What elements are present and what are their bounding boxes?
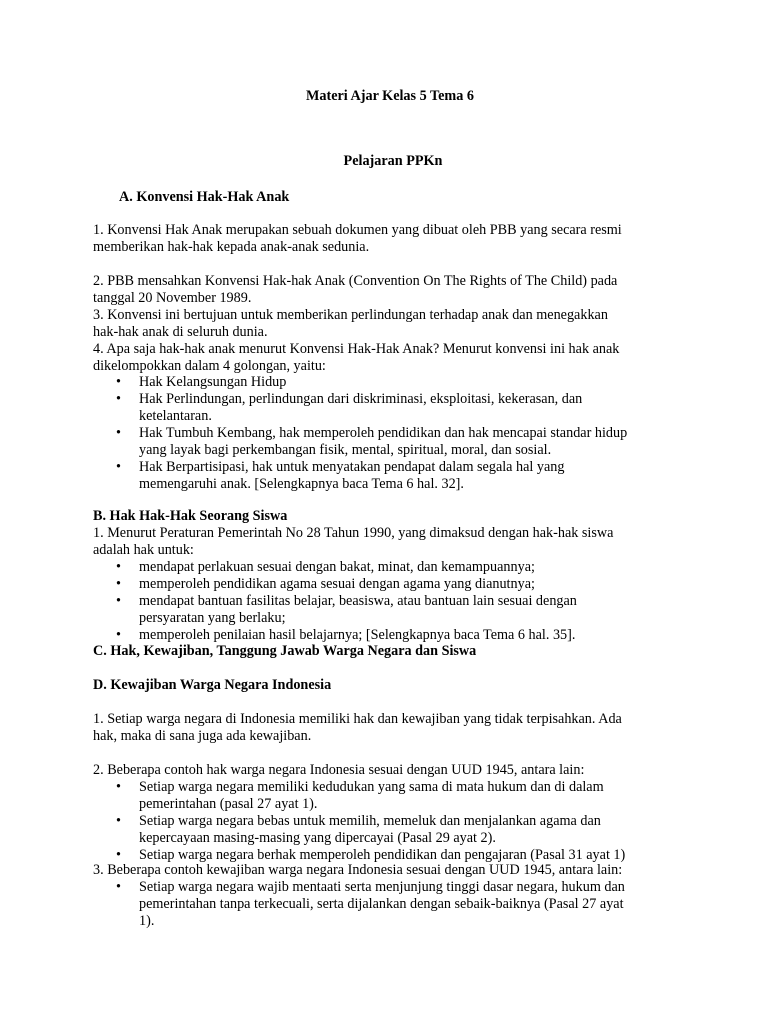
section-a-paragraph-2 [93, 273, 693, 375]
section-b-rights-list [116, 559, 686, 644]
section-b-heading: B. Hak Hak-Hak Seorang Siswa [93, 508, 288, 524]
text-line: 1. Setiap warga negara di Indonesia memiliki hak dan kewajiban yang tidak terpisahkan. Ada [93, 711, 622, 727]
section-a-rights-list [116, 374, 686, 493]
text-line: hak-hak anak di seluruh dunia. [93, 324, 268, 340]
document-title: Materi Ajar Kelas 5 Tema 6 [306, 88, 474, 104]
list-item: • memperoleh pendidikan agama sesuai dengan agama yang dianutnya; [116, 576, 686, 593]
section-d-paragraph-2: 2. Beberapa contoh hak warga negara Indonesia sesuai dengan UUD 1945, antara lain: [93, 762, 585, 778]
section-c-heading: C. Hak, Kewajiban, Tanggung Jawab Warga Negara dan Siswa [93, 643, 477, 659]
list-item: • Setiap warga negara memiliki kedudukan yang sama di mata hukum dan di dalam pemerintahan (pasal 27 ayat 1). [116, 779, 686, 813]
text-line: hak, maka di sana juga ada kewajiban. [93, 728, 312, 744]
list-item: • Hak Perlindungan, perlindungan dari diskriminasi, eksploitasi, kekerasan, dan ketelantaran. [116, 391, 686, 425]
text-line: 3. Konvensi ini bertujuan untuk memberikan perlindungan terhadap anak dan menegakkan [93, 307, 608, 323]
list-item: • Setiap warga negara berhak memperoleh pendidikan dan pengajaran (Pasal 31 ayat 1) [116, 847, 686, 864]
document-subtitle: Pelajaran PPKn [343, 153, 443, 169]
text-line: 4. Apa saja hak-hak anak menurut Konvensi Hak-Hak Anak? Menurut konvensi ini hak anak [93, 341, 620, 357]
section-d-rights-list [116, 779, 686, 864]
text-line: 1. Konvensi Hak Anak merupakan sebuah dokumen yang dibuat oleh PBB yang secara resmi [93, 222, 622, 238]
list-item: • Setiap warga negara bebas untuk memilih, memeluk dan menjalankan agama dan kepercayaan masing-masing yang dipercayai (Pasal 29 ayat 2). [116, 813, 686, 847]
section-a-paragraph-1 [93, 222, 693, 256]
list-item: • Hak Berpartisipasi, hak untuk menyatakan pendapat dalam segala hal yang memengaruhi anak. [Selengkapnya baca Tema 6 hal. 32]. [116, 459, 686, 493]
section-d-obligations-list [116, 879, 686, 930]
text-line: 2. PBB mensahkan Konvensi Hak-hak Anak (Convention On The Rights of The Child) pada [93, 273, 618, 289]
text-line: tanggal 20 November 1989. [93, 290, 252, 306]
section-d-paragraph-3: 3. Beberapa contoh kewajiban warga negara Indonesia sesuai dengan UUD 1945, antara lain: [93, 862, 623, 878]
list-item: • mendapat bantuan fasilitas belajar, beasiswa, atau bantuan lain sesuai dengan persyaratan yang berlaku; [116, 593, 686, 627]
text-line: memberikan hak-hak kepada anak-anak sedunia. [93, 239, 370, 255]
list-item: • mendapat perlakuan sesuai dengan bakat, minat, dan kemampuannya; [116, 559, 686, 576]
text-line: 1. Menurut Peraturan Pemerintah No 28 Tahun 1990, yang dimaksud dengan hak-hak siswa [93, 525, 614, 541]
list-item: • Setiap warga negara wajib mentaati serta menjunjung tinggi dasar negara, hukum dan pemerintahan tanpa terkecuali, serta dijalankan dengan sebaik-baiknya (Pasal 27 ayat 1). [116, 879, 686, 930]
list-item: • Hak Tumbuh Kembang, hak memperoleh pendidikan dan hak mencapai standar hidup yang layak bagi perkembangan fisik, mental, spiritual, moral, dan sosial. [116, 425, 686, 459]
text-line: adalah hak untuk: [93, 542, 194, 558]
section-a-heading: A. Konvensi Hak-Hak Anak [119, 189, 290, 205]
section-b-paragraph-1 [93, 525, 693, 559]
section-d-paragraph-1 [93, 711, 693, 745]
text-line: dikelompokkan dalam 4 golongan, yaitu: [93, 358, 326, 374]
section-d-heading: D. Kewajiban Warga Negara Indonesia [93, 677, 332, 693]
list-item: • Hak Kelangsungan Hidup [116, 374, 686, 391]
list-item: • memperoleh penilaian hasil belajarnya; [Selengkapnya baca Tema 6 hal. 35]. [116, 627, 686, 644]
